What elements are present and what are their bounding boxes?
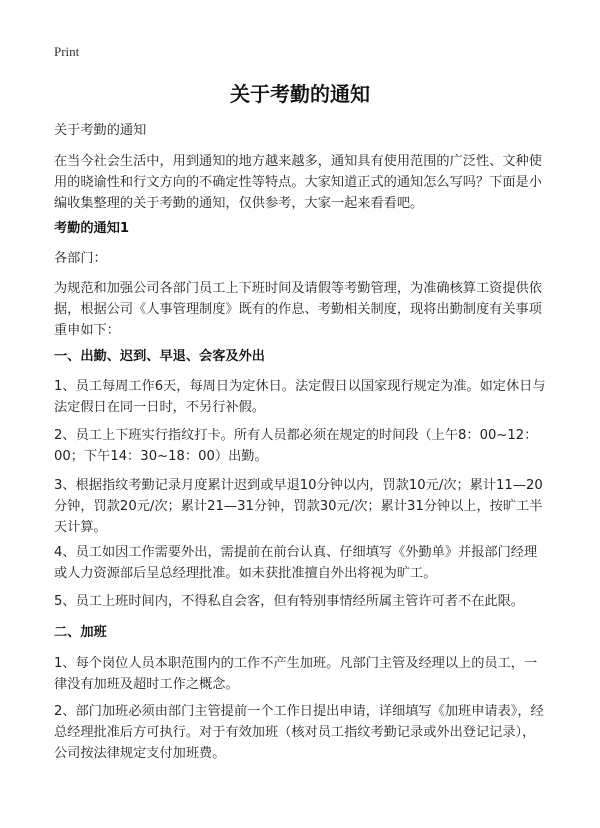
print-label: Print — [54, 44, 80, 59]
list-item: 4、员工如因工作需要外出，需提前在前台认真、仔细填写《外勤单》并报部门经理或人力资源部后呈总经理批准。如未获批准擅自外出将视为旷工。 — [54, 545, 538, 581]
part1-heading: 一、出勤、迟到、早退、会客及外出 — [54, 349, 265, 364]
intro-paragraph: 在当今社会生活中，用到通知的地方越来越多，通知具有使用范围的广泛性、文种使用的晓谕性和行文方向的不确定性等特点。大家知道正式的通知怎么写吗？下面是小编收集整理的关于考勤的通知，仅供参考，大家一起来看看吧。 — [54, 154, 542, 211]
list-item: 5、员工上班时间内，不得私自会客，但有特别事情经所属主管许可者不在此限。 — [54, 594, 524, 609]
greeting: 各部门： — [54, 251, 107, 266]
document-title: 关于考勤的通知 — [230, 82, 370, 106]
part2-heading: 二、加班 — [54, 625, 107, 640]
list-item: 2、部门加班必须由部门主管提前一个工作日提出申请，详细填写《加班申请表》，经总经理批准后方可执行。对于有效加班（核对员工指纹考勤记录或外出登记记录），公司按法律规定支付加班费。 — [54, 704, 544, 761]
subtitle: 关于考勤的通知 — [54, 123, 147, 138]
list-item: 2、员工上下班实行指纹打卡。所有人员都必须在规定的时间段（上午8：00~12：00；下午14：30~18：00）出勤。 — [54, 428, 538, 464]
section-heading-1: 考勤的通知1 — [54, 221, 130, 236]
list-item: 1、每个岗位人员本职范围内的工作不产生加班。凡部门主管及经理以上的员工，一律没有加班及超时工作之概念。 — [54, 656, 538, 692]
preamble-paragraph: 为规范和加强公司各部门员工上下班时间及请假等考勤管理，为准确核算工资提供依据，根据公司《人事管理制度》既有的作息、考勤相关制度，现将出勤制度有关事项重申如下： — [54, 281, 542, 338]
list-item: 1、员工每周工作6天，每周日为定休日。法定假日以国家现行规定为准。如定休日与法定假日在同一日时，不另行补假。 — [54, 379, 546, 415]
list-item: 3、根据指纹考勤记录月度累计迟到或早退10分钟以内，罚款10元/次；累计11—20分钟，罚款20元/次；累计21—31分钟，罚款30元/次；累计31分钟以上，按旷工半天计算。 — [54, 478, 543, 535]
